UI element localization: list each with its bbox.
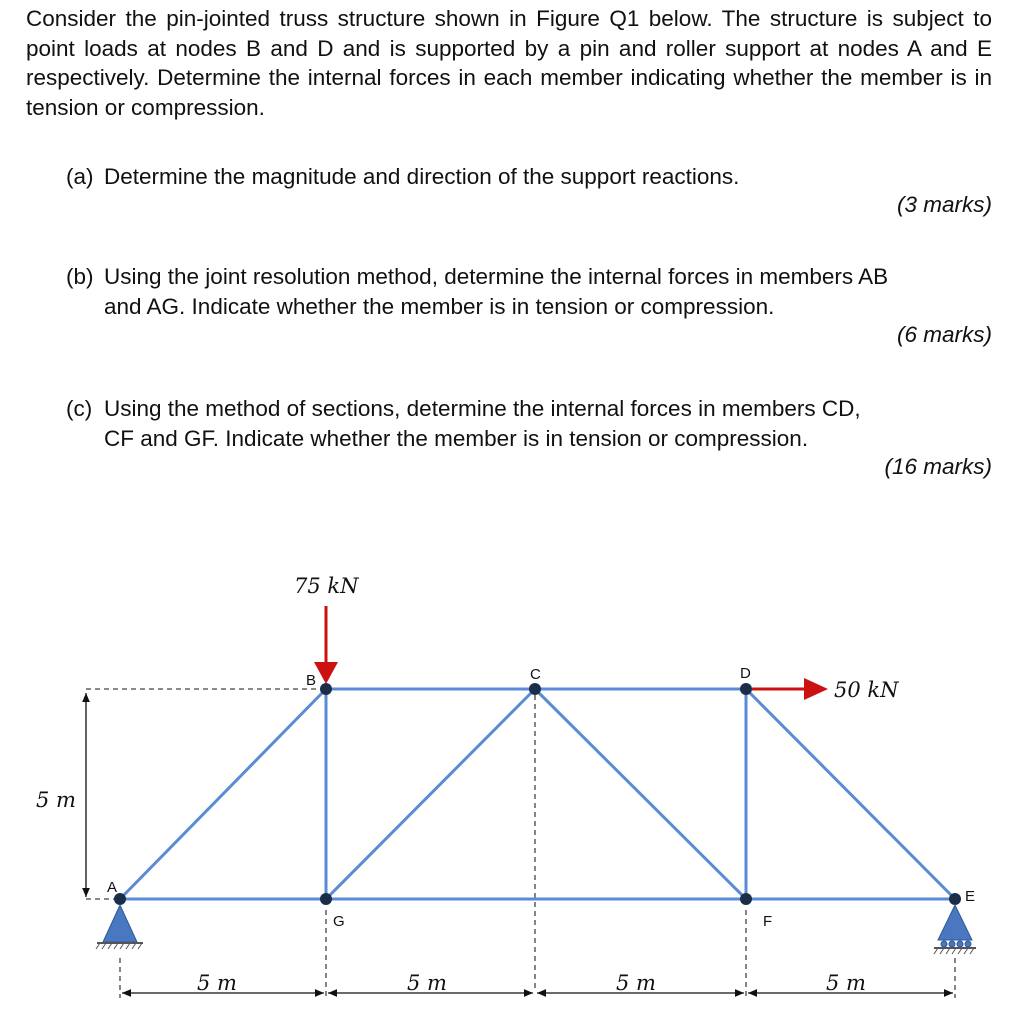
node-label-c: C	[530, 666, 541, 683]
load-label-d: 50 kN	[834, 678, 899, 702]
node-label-a: A	[107, 879, 118, 896]
span-dim-label-3: 5 m	[616, 971, 656, 995]
question-c-text-1: Using the method of sections, determine the internal forces in members CD,	[104, 396, 861, 421]
question-c-text-2: CF and GF. Indicate whether the member is in tension or compression.	[104, 425, 809, 451]
question-c-label: (c)	[66, 396, 93, 421]
node-f	[740, 893, 752, 905]
span-dim-label-2: 5 m	[407, 971, 447, 995]
load-arrow-b	[314, 606, 338, 684]
truss-members	[120, 689, 955, 899]
node-d	[740, 683, 752, 695]
question-a-text: Determine the magnitude and direction of the support reactions.	[104, 164, 740, 189]
node-b	[320, 683, 332, 695]
pin-support-a	[96, 905, 143, 949]
truss-nodes	[114, 683, 961, 905]
load-label-b: 75 kN	[294, 574, 359, 598]
question-c-marks: (16 marks)	[884, 454, 992, 479]
load-arrow-d	[752, 678, 828, 700]
question-b-marks: (6 marks)	[897, 322, 992, 347]
member-cf	[535, 689, 746, 899]
member-ab	[120, 689, 326, 899]
node-c	[529, 683, 541, 695]
node-label-d: D	[740, 665, 751, 682]
node-label-g: G	[333, 913, 345, 930]
span-dim-label-4: 5 m	[826, 971, 866, 995]
node-e	[949, 893, 961, 905]
question-b-text-1: Using the joint resolution method, determine the internal forces in members AB	[104, 264, 889, 289]
span-dim-label-1: 5 m	[197, 971, 237, 995]
roller-support-e	[934, 905, 976, 954]
node-label-f: F	[763, 913, 773, 930]
question-a-label: (a)	[66, 164, 94, 189]
question-a-marks: (3 marks)	[897, 192, 992, 217]
member-gc	[326, 689, 535, 899]
reference-lines	[86, 689, 955, 998]
height-dimension-label: 5 m	[36, 788, 76, 812]
node-g	[320, 893, 332, 905]
node-label-b: B	[306, 672, 317, 689]
node-label-e: E	[965, 888, 976, 905]
problem-statement: Consider the pin-jointed truss structure shown in Figure Q1 below. The structure is subject to point loads at nodes B and D and is supported by a pin and roller support at nodes A and E respectively. Determine the internal forces in each member indicating whether the member is in tension or compression.	[26, 6, 992, 120]
member-de	[746, 689, 955, 899]
question-b-text-2: and AG. Indicate whether the member is in tension or compression.	[104, 293, 775, 319]
question-b-label: (b)	[66, 264, 94, 289]
